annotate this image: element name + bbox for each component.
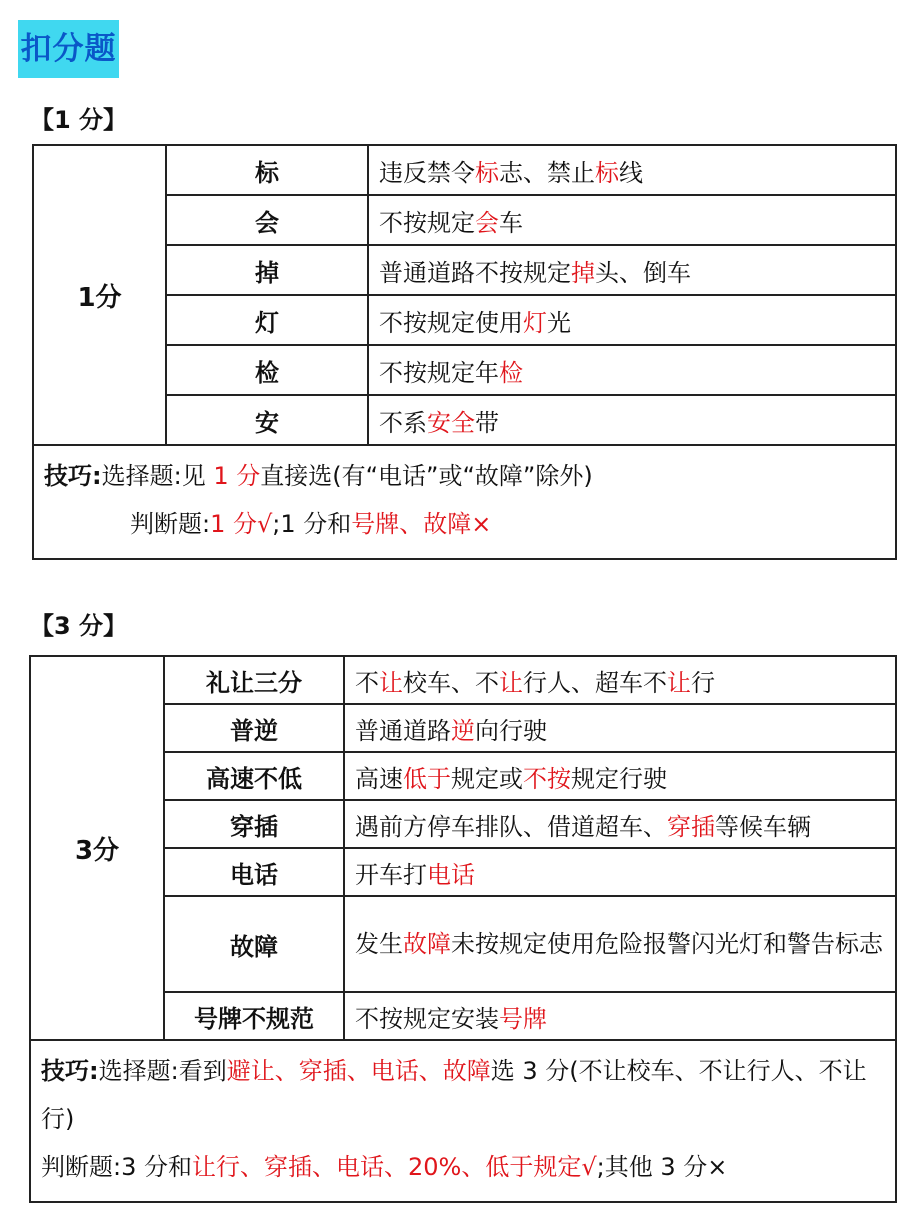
key-cell: 灯 (166, 295, 368, 345)
page-title: 扣分题 (18, 20, 119, 78)
text-segment: 校车、不 (403, 668, 499, 697)
text-segment: 技巧: (41, 1057, 99, 1085)
highlight-text: 让 (667, 668, 691, 697)
text-segment: 车 (499, 208, 523, 237)
text-segment: 等候车辆 (715, 812, 811, 841)
penalty-table-2 (29, 655, 897, 1203)
highlight-text: 掉 (571, 258, 595, 287)
highlight-text: 安全 (427, 408, 475, 437)
tip-line (41, 1047, 885, 1143)
tips-cell (33, 445, 896, 559)
text-segment: 光 (547, 308, 571, 337)
text-segment: 不按规定使用 (379, 308, 523, 337)
desc-cell (368, 145, 896, 195)
text-segment: 头、倒车 (595, 258, 691, 287)
text-segment: 规定或 (451, 764, 523, 793)
tip-line (44, 500, 885, 548)
key-cell: 检 (166, 345, 368, 395)
highlight-text: 号牌、故障× (351, 510, 492, 538)
highlight-text: 故障 (403, 930, 451, 958)
text-segment: 不按规定安装 (355, 1004, 499, 1033)
section-label-1: 【1 分】 (30, 106, 128, 134)
highlight-text: 穿插 (667, 812, 715, 841)
highlight-text: 检 (499, 358, 523, 387)
score-cell: 3分 (30, 656, 164, 1040)
key-cell: 普逆 (164, 704, 344, 752)
text-segment: 不系 (379, 408, 427, 437)
penalty-table-1 (32, 144, 897, 560)
text-segment: 直接选(有“电话”或“故障”除外) (260, 462, 593, 490)
desc-cell (344, 752, 896, 800)
desc-cell (368, 245, 896, 295)
desc-cell (368, 195, 896, 245)
text-segment: 判断题: (130, 510, 211, 538)
text-segment: 选择题:见 (101, 462, 214, 490)
text-segment: 行 (691, 668, 715, 697)
desc-cell (344, 992, 896, 1040)
highlight-text: 1 分 (213, 462, 261, 490)
highlight-text: 1 分√ (210, 510, 273, 538)
highlight-text: 标 (475, 158, 499, 187)
text-segment: ;其他 3 分× (596, 1153, 728, 1181)
desc-cell (368, 345, 896, 395)
text-segment: 志、禁止 (499, 158, 595, 187)
desc-cell (344, 656, 896, 704)
text-segment: 未按规定使用危险报警闪光灯和警告标志 (451, 930, 883, 958)
highlight-text: 逆 (451, 716, 475, 745)
highlight-text: 低于 (403, 764, 451, 793)
text-segment: 开车打 (355, 860, 427, 889)
highlight-text: 电话 (427, 860, 475, 889)
text-segment: 高速 (355, 764, 403, 793)
text-segment: 向行驶 (475, 716, 547, 745)
highlight-text: 会 (475, 208, 499, 237)
text-segment: 选择题:看到 (98, 1057, 227, 1085)
key-cell: 穿插 (164, 800, 344, 848)
score-cell: 1分 (33, 145, 166, 445)
text-segment: 带 (475, 408, 499, 437)
key-cell: 标 (166, 145, 368, 195)
tip-line (41, 1143, 885, 1191)
key-cell: 电话 (164, 848, 344, 896)
text-segment: 违反禁令 (379, 158, 475, 187)
text-segment: 选 3 分(不让校车、不让行人、不让行) (41, 1057, 867, 1133)
highlight-text: 号牌 (499, 1004, 547, 1033)
highlight-text: 标 (595, 158, 619, 187)
key-cell: 掉 (166, 245, 368, 295)
text-segment: 普通道路 (355, 716, 451, 745)
text-segment: ;1 分和 (272, 510, 352, 538)
key-cell: 礼让三分 (164, 656, 344, 704)
key-cell: 会 (166, 195, 368, 245)
text-segment: 遇前方停车排队、借道超车、 (355, 812, 667, 841)
text-segment: 不按规定 (379, 208, 475, 237)
text-segment: 线 (619, 158, 643, 187)
highlight-text: 让行、穿插、电话、20%、低于规定√ (191, 1153, 597, 1181)
key-cell: 故障 (164, 896, 344, 992)
tips-cell (30, 1040, 896, 1202)
desc-cell (344, 896, 896, 992)
text-segment: 判断题:3 分和 (41, 1153, 192, 1181)
text-segment: 普通道路不按规定 (379, 258, 571, 287)
desc-cell (368, 295, 896, 345)
text-segment: 发生 (355, 930, 403, 958)
key-cell: 安 (166, 395, 368, 445)
desc-cell (368, 395, 896, 445)
highlight-text: 灯 (523, 308, 547, 337)
text-segment: 不按规定年 (379, 358, 499, 387)
tip-line (44, 452, 885, 500)
desc-cell (344, 848, 896, 896)
key-cell: 高速不低 (164, 752, 344, 800)
highlight-text: 避让、穿插、电话、故障 (226, 1057, 491, 1085)
highlight-text: 让 (499, 668, 523, 697)
desc-cell (344, 704, 896, 752)
text-segment: 不 (355, 668, 379, 697)
highlight-text: 让 (379, 668, 403, 697)
section-label-2: 【3 分】 (30, 612, 128, 640)
text-segment: 行人、超车不 (523, 668, 667, 697)
text-segment: 技巧: (44, 462, 102, 490)
key-cell: 号牌不规范 (164, 992, 344, 1040)
desc-cell (344, 800, 896, 848)
text-segment: 规定行驶 (571, 764, 667, 793)
highlight-text: 不按 (523, 764, 571, 793)
